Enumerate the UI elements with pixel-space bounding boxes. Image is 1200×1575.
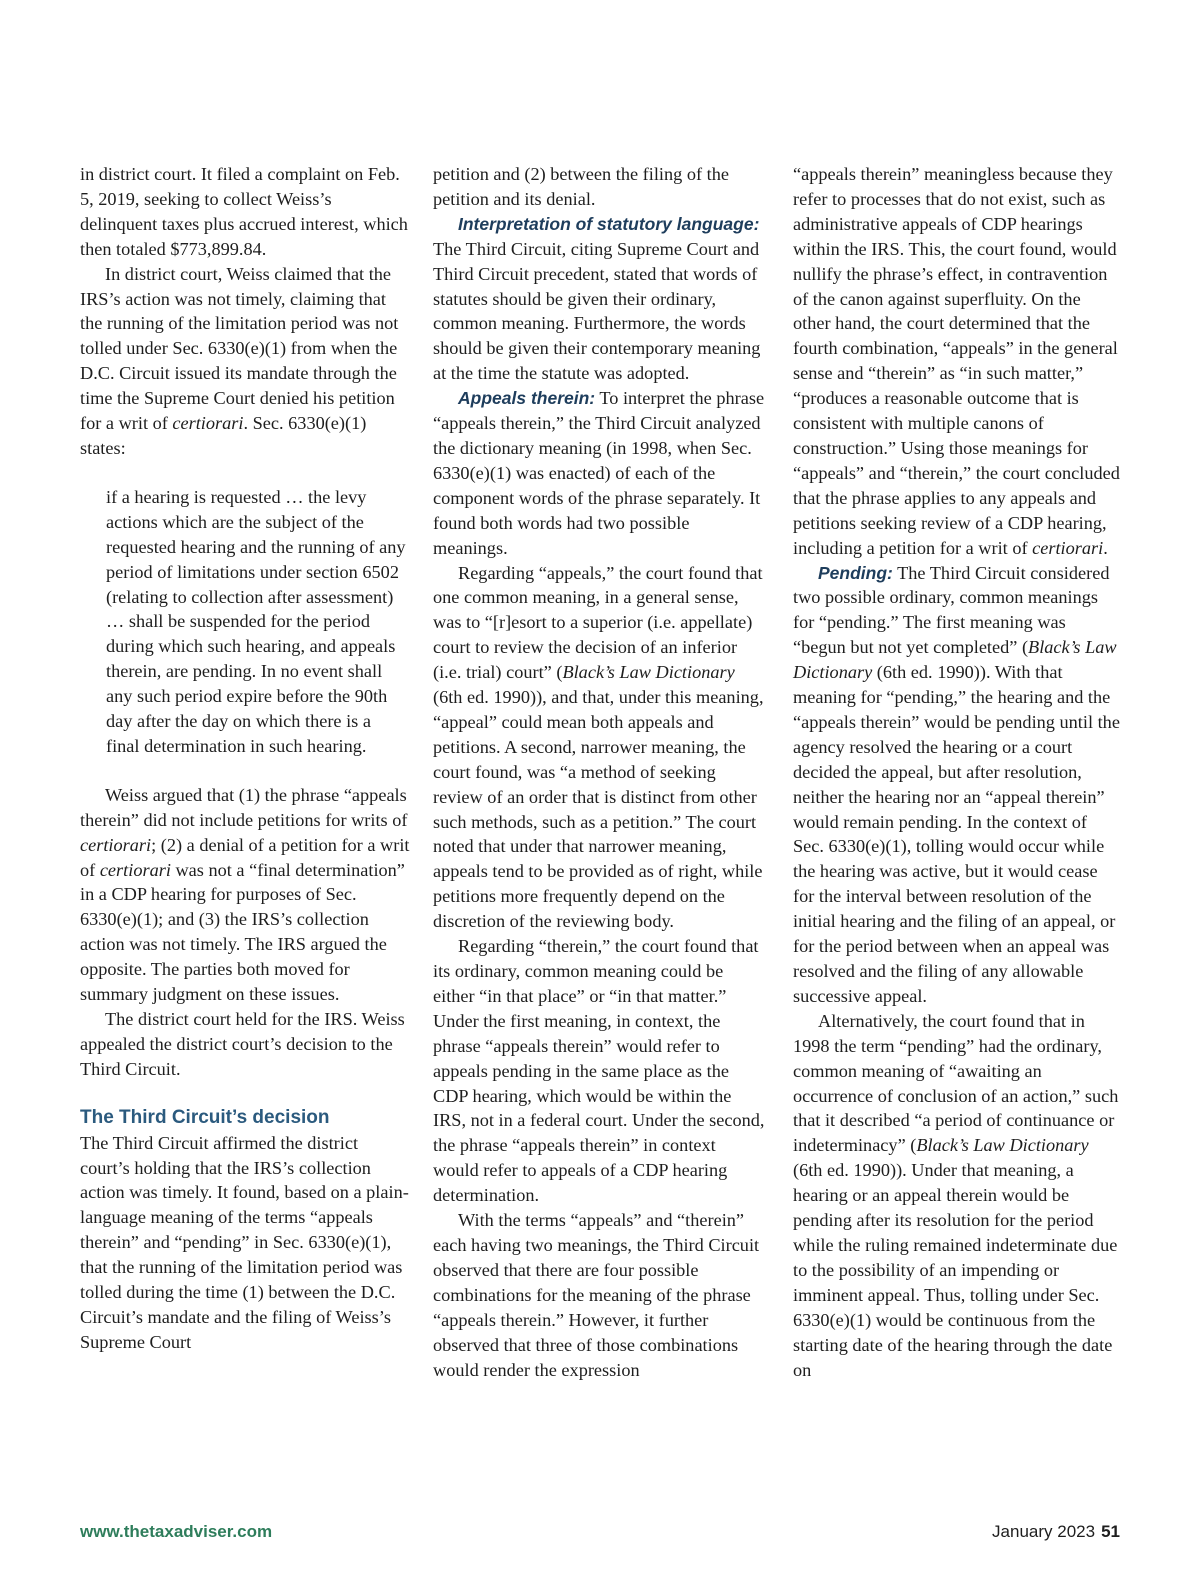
paragraph: Pending: The Third Circuit considered two possible ordinary, common meanings for “pending.” The first meaning was “begun but not yet completed” (Black’s Law Dictionary (6th ed. 1990)). With that meaning for “pending,” the hearing and the “appeals therein” would be pending until the agency resolved the hearing or a court decided the appeal, but after resolution, neither the hearing nor an “appeal therein” would remain pending. In the context of Sec. 6330(e)(1), tolling would occur while the hearing was active, but it would cease for the interval between resolution of the initial hearing and the filing of an appeal, or for the period between when an appeal was resolved and the filing of any allowable successive appeal. (793, 562, 1120, 1006)
quote-text: if a hearing is requested … the levy actions which are the subject of the requested hearing and the running of any period of limitations under section 6502 (relating to collection after assessment) … shall be suspended for the period during which such hearing, and appeals therein, are pending. In no event shall any such period expire before the 90th day after the day on which there is a final determination in such hearing. (106, 486, 406, 756)
issue-date: January 2023 (992, 1522, 1096, 1541)
paragraph: Weiss argued that (1) the phrase “appeals therein” did not include petitions for writs of certiorari; (2) a denial of a petition for a writ of certiorari was not a “final determination” in a CDP hearing for purposes of Sec. 6330(e)(1); and (3) the IRS’s collection action was not timely. The IRS argued the opposite. The parties both moved for summary judgment on these issues. (80, 784, 410, 1005)
footer-url[interactable]: www.thetaxadviser.com (80, 1522, 273, 1541)
paragraph: in district court. It filed a complaint on Feb. 5, 2019, seeking to collect Weiss’s delinquent taxes plus accrued interest, which then totaled $773,899.84. (80, 164, 408, 259)
column-2 (433, 162, 765, 1382)
subheading: Pending: (818, 562, 893, 583)
column-3 (793, 162, 1121, 1382)
section-heading: The Third Circuit’s decision (80, 1106, 330, 1128)
footer-issue (992, 1522, 1120, 1542)
paragraph: Alternatively, the court found that in 1998 the term “pending” had the ordinary, common meaning of “awaiting an occurrence of conclusion of an action,” such that it described “a period of continuance or indeterminacy” (Black’s Law Dictionary (6th ed. 1990)). Under that meaning, a hearing or an appeal therein would be pending after its resolution for the period while the ruling remained indeterminate due to the possibility of an impending or imminent appeal. Thus, tolling under Sec. 6330(e)(1) would be continuous from the starting date of the hearing through the date on (793, 1010, 1119, 1380)
paragraph: In district court, Weiss claimed that the IRS’s action was not timely, claiming that the running of the limitation period was not tolled under Sec. 6330(e)(1) from when the D.C. Circuit issued its mandate through the time the Supreme Court denied his petition for a writ of certiorari. Sec. 6330(e)(1) states: (80, 263, 399, 458)
paragraph: With the terms “appeals” and “therein” each having two meanings, the Third Circuit observed that there are four possible combinations for the meaning of the phrase “appeals therein.” However, it further observed that three of those combinations would render the expression (433, 1210, 760, 1380)
paragraph: Regarding “therein,” the court found that its ordinary, common meaning could be either “in that place” or “in that matter.” Under the first meaning, in context, the phrase “appeals therein” would refer to appeals pending in the same place as the CDP hearing, which would be within the IRS, not in a federal court. Under the second, the phrase “appeals therein” in context would refer to appeals of a CDP hearing determination. (433, 936, 765, 1206)
paragraph: Interpretation of statutory language: The Third Circuit, citing Supreme Court and Third Circuit precedent, stated that words of statutes should be given their ordinary, common meaning. Furthermore, the words should be given their contemporary meaning at the time the statute was adopted. (433, 213, 761, 384)
subheading: Appeals therein: (458, 388, 596, 409)
statute-blockquote (106, 485, 406, 759)
paragraph: Regarding “appeals,” the court found that one common meaning, in a general sense, was to “[r]esort to a superior (i.e. appellate) court to review the decision of an inferior (i.e. trial) court” (Black’s Law Dictionary (6th ed. 1990)), and that, under this meaning, “appeal” could mean both appeals and petitions. A second, narrower meaning, the court found, was “a method of seeking review of an order that is distinct from other such methods, such as a petition.” The court noted that under that narrower meaning, appeals tend to be provided as of right, while petitions more frequently depend on the discretion of the reviewing body. (433, 562, 764, 932)
subheading: Interpretation of statutory language: (458, 213, 760, 234)
paragraph: Appeals therein: To interpret the phrase “appeals therein,” the Third Circuit analyzed the dictionary meaning (in 1998, when Sec. 6330(e)(1) was enacted) of each of the component words of the phrase separately. It found both words had two possible meanings. (433, 388, 765, 558)
paragraph: The district court held for the IRS. Weiss appealed the district court’s decision to the Third Circuit. (80, 1009, 405, 1079)
column-1 (80, 162, 410, 1355)
page-number: 51 (1101, 1522, 1120, 1541)
paragraph: The Third Circuit affirmed the district court’s holding that the IRS’s collection action was timely. It found, based on a plain-language meaning of the terms “appeals therein” and “pending” in Sec. 6330(e)(1), that the running of the limitation period was tolled during the time (1) between the D.C. Circuit’s mandate and the filing of Weiss’s Supreme Court (80, 1132, 409, 1352)
paragraph: petition and (2) between the filing of the petition and its denial. (433, 164, 729, 209)
paragraph: “appeals therein” meaningless because they refer to processes that do not exist, such as administrative appeals of CDP hearings within the IRS. This, the court found, would nullify the phrase’s effect, in contravention of the canon against superfluity. On the other hand, the court determined that the fourth combination, “appeals” in the general sense and “therein” as “in such matter,” “produces a reasonable outcome that is consistent with multiple canons of construction.” Using those meanings for “appeals” and “therein,” the court concluded that the phrase applies to any appeals and petitions seeking review of a CDP hearing, including a petition for a writ of certiorari. (793, 164, 1120, 558)
